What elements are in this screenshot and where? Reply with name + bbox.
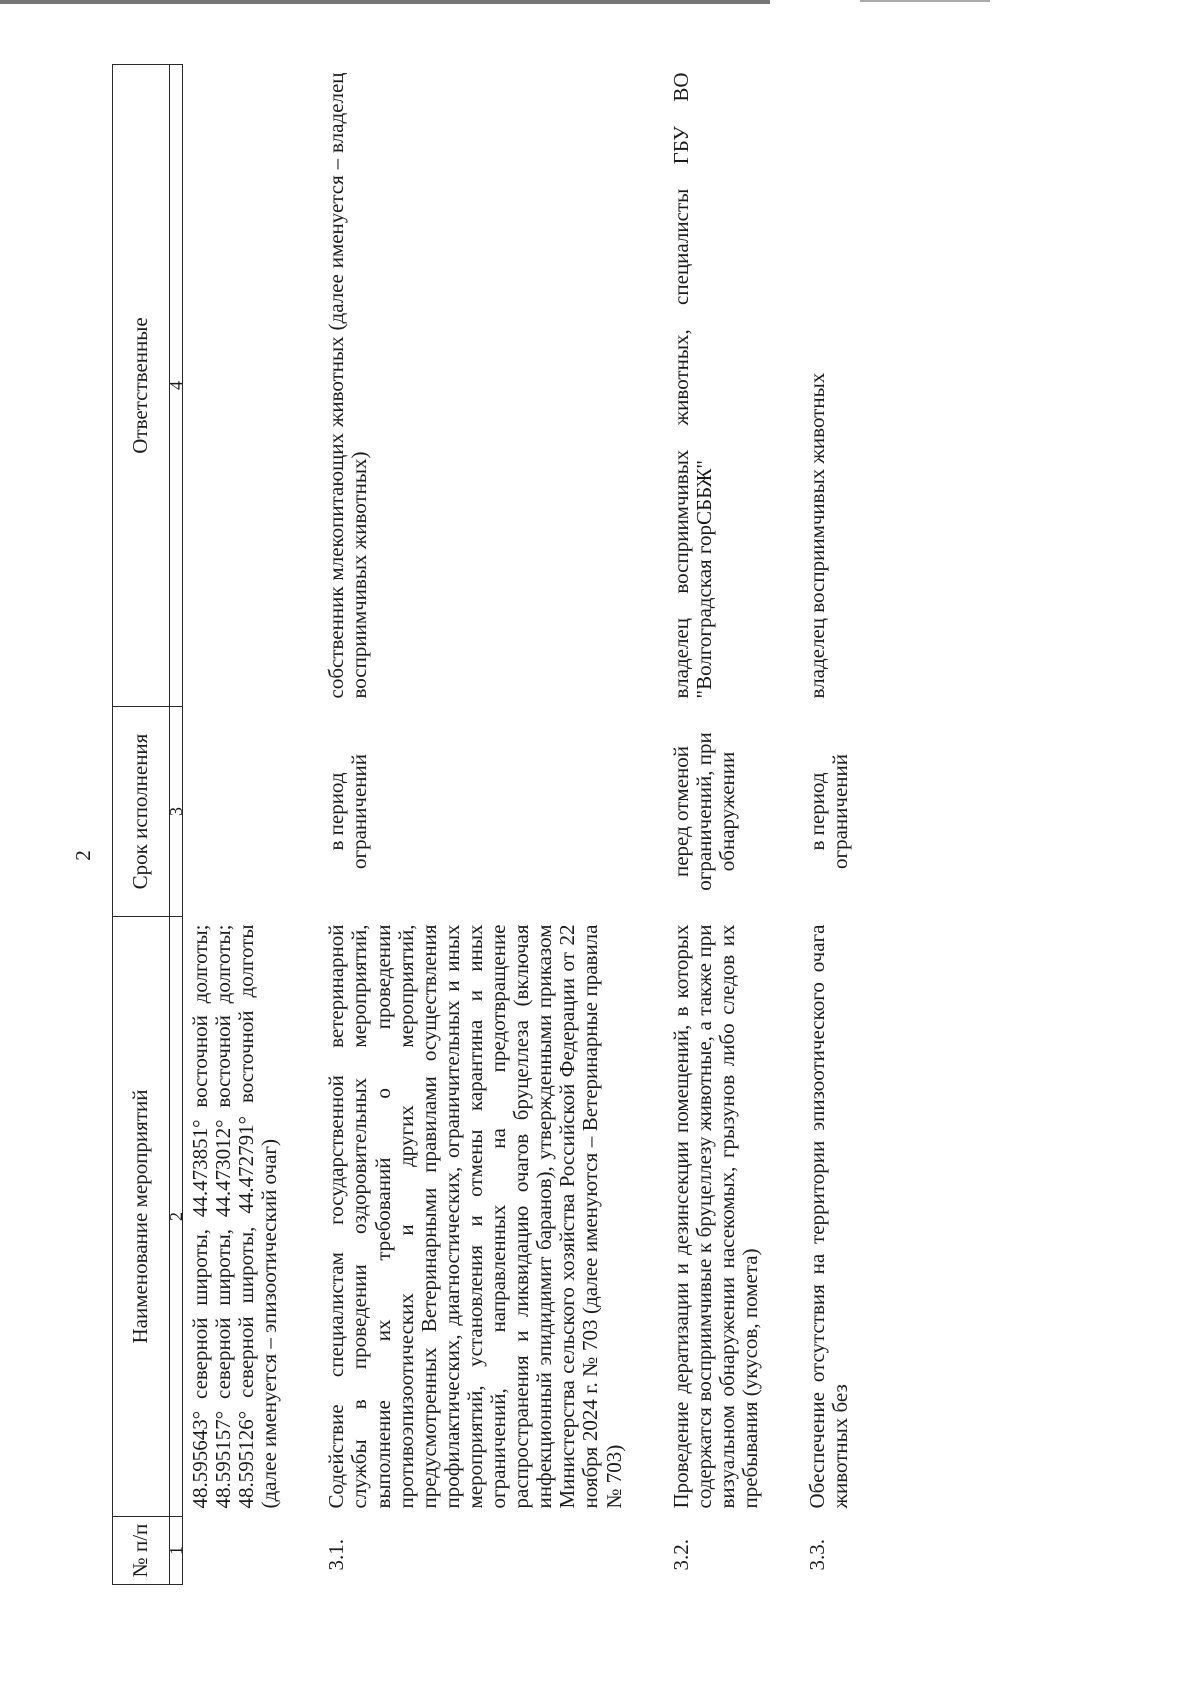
column-number: 1 — [170, 1517, 183, 1585]
page-number: 2 — [70, 850, 95, 861]
measure-responsible: владелец восприимчивых животных — [804, 372, 829, 699]
header-number: № п/п — [113, 1517, 170, 1585]
measure-name: 48.595643° северной широты, 44.473851° восточной долготы; 48.595157° северной широты, 44.473012° восточной долготы; 48.595126° северной широты, 44.472791° восточной долготы (далее именуется – эпизоотический очаг) — [188, 924, 282, 1509]
column-number-row — [170, 65, 183, 1585]
table-row — [183, 65, 300, 1585]
measure-responsible: собственник млекопитающих животных (далее именуется – владелец восприимчивых животных) — [324, 72, 372, 699]
measure-term: перед отменой ограничений, при обнаружении — [668, 732, 739, 891]
row-number — [183, 1517, 300, 1585]
row-number: 3.2. — [668, 1539, 693, 1571]
measure-responsible — [183, 65, 300, 707]
row-number: 3.1. — [324, 1539, 349, 1571]
measure-responsible: владелец восприимчивых животных, специалисты ГБУ ВО "Волгоградская горСББЖ" — [668, 72, 716, 699]
measure-term — [183, 707, 300, 917]
table-row — [644, 65, 780, 1585]
measures-table — [112, 64, 870, 1585]
table-row — [780, 65, 870, 1585]
header-measure-name: Наименование мероприятий — [113, 917, 170, 1517]
column-number: 3 — [170, 707, 183, 917]
column-number: 2 — [170, 917, 183, 1517]
scan-edge-line-2 — [860, 0, 990, 2]
header-term: Срок исполнения — [113, 707, 170, 917]
table-header-row — [113, 65, 170, 1585]
table-row — [299, 65, 643, 1585]
measure-name: Содействие специалистам государственной ветеринарной службы в проведении оздоровительных мероприятий, выполнение их требований о проведении противоэпизоотических и других мероприятий, предусмотренных Ветеринарными правилами осуществления профилактических, диагностических, ограничительных и иных мероприятий, установления и отмены карантина и иных ограничений, направленных на предотвращение распространения и ликвидацию очагов бруцеллеза (включая инфекционный эпидидимит баранов), утвержденными приказом Министерства сельского хозяйства Российской Федерации от 22 ноября 2024 г. № 703 (далее именуются – Ветеринарные правила № 703) — [324, 924, 626, 1509]
measures-table-sheet — [112, 65, 1092, 1585]
measure-name: Проведение дератизации и дезинсекции помещений, в которых содержатся восприимчивые к бруцеллезу животные, а также при визуальном обнаружении насекомых, грызунов либо следов их пребывания (укусов, помета) — [668, 924, 762, 1509]
column-number: 4 — [170, 65, 183, 707]
measure-term: в период ограничений — [324, 754, 372, 870]
row-number: 3.3. — [804, 1539, 829, 1571]
scan-edge-line — [0, 0, 770, 4]
measure-name: Обеспечение отсутствия на территории эпизоотического очага животных без — [804, 924, 853, 1509]
measure-term: в период ограничений — [804, 754, 853, 870]
header-responsible: Ответственные — [113, 65, 170, 707]
